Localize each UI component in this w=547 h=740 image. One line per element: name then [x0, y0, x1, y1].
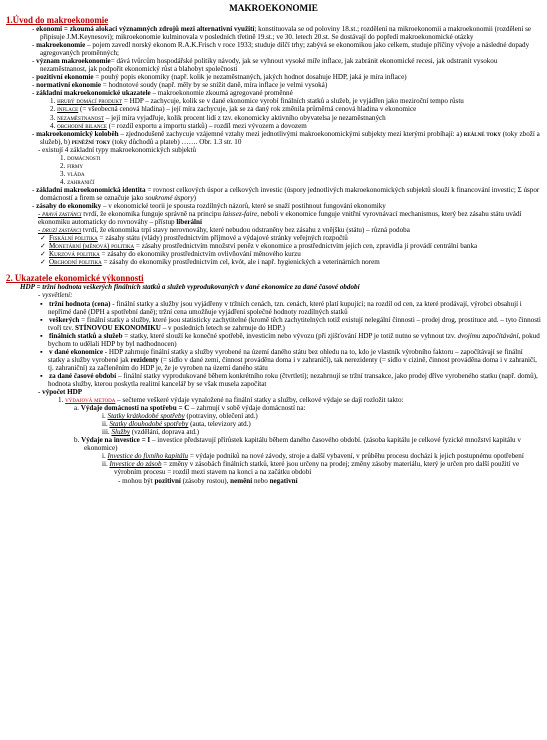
- indicator-item: 4. obchodní bilance (= rozdíl exportu a importu statků) – rozdíl mezi vývozem a dovozem: [50, 121, 307, 130]
- list-item: - základní makroekonomické ukazatele – makroekonomie zkoumá agregované proměnné: [32, 89, 293, 98]
- checkmark-icon: ✓: [40, 258, 46, 267]
- component-b-item: i. Investice do fixního kapitálu = výdaje podniků na nové závody, stroje a další vybavení, v průběhu procesu dochází k jejich postupnému opotřebení: [102, 452, 524, 461]
- section-1-heading: 1.Úvod do makroekonomie: [6, 15, 109, 25]
- circular-flow-item: - makroekonomický koloběh – zjednodušeně zachycuje vzájemné vztahy mezi jednotlivými makroekonomickými subjekty mezi kterými probíhají: a) reálné toky (toky zboží a služeb), b) peněžní toky (toky důchodů a plateb) ……. Obr. 1.3 str. 10: [32, 129, 540, 146]
- inventory-note: - mohou být pozitivní (zásoby rostou), nemění nebo negativní: [118, 476, 298, 485]
- component-a-item: ii. Statky dlouhodobé spotřeby (auta, televizory atd.): [102, 420, 251, 429]
- section-2-heading: 2. Ukazatele ekonomické výkonnosti: [6, 273, 144, 284]
- policy-item: ✓ Kurzová politika = zásahy do ekonomiky prostřednictvím ovlivňování měnového kurzu: [40, 250, 301, 259]
- subject-item: 3. vláda: [60, 169, 85, 178]
- explanation-point: ▪ veškerých = finální statky a služby, které jsou statisticky zachytitelné (kromě těch zachytitelných totiž existují nelegální činnosti – prodej drog, prostituce atd. – tyto činnosti tvoří tzv. STÍNOVOU EKONOMIKU – v posledních letech se zahrnuje do HDP.): [40, 315, 541, 332]
- indicator-item: 2. inflace (= všeobecná cenová hladina) – její míra zachycuje, jak se za daný rok změnila průměrná cenová hladina v ekonomice: [50, 105, 417, 114]
- circular-flow-note: - existují 4 základní typy makroekonomických subjektů: [38, 145, 196, 154]
- list-item: - pozitivní ekonomie = pouhý popis ekonomiky (např. kolik je nezaměstnaných, jakých hodnot dosahuje HDP, jaká je míra inflace): [32, 73, 407, 82]
- subject-item: 2. firmy: [60, 161, 83, 170]
- calculation-heading: - výpočet HDP: [38, 388, 83, 397]
- interventions-item: - zásahy do ekonomiky – v ekonomické teorii je spousta rozdílných názorů, které se snaží postihnout fungování ekonomiky: [32, 202, 386, 211]
- policy-item: ✓ Fiskální politika = zásahy státu (vlády) prostřednictvím příjmové a výdajové stránky veřejných rozpočtů: [40, 234, 348, 243]
- right-wing-view: - pravá zastánci tvrdí, že ekonomika funguje správně na principu laissez-faire, neboli v ekonomice funguje vnitřní vyrovnávací mechanismus, který bez zásahu státu uvádí ekonomiku automaticky do rovnováhy – přístup liberální: [38, 210, 522, 227]
- list-item: - makroekonomie – pojem zavedl norský ekonom R.A.K.Frisch v roce 1933; studuje dílčí trhy; zabývá se ekonomikou jako celkem, studuje příčiny vývoje a následné dopady agregovaných proměnných;: [32, 41, 530, 58]
- list-item: - normativní ekonomie = hodnotové soudy (např. měly by se snížit daně, míra inflace je velmi vysoká): [32, 81, 328, 90]
- component-b: b. Výdaje na investice = I – investice představují přírůstek kapitálu během daného časového období. (zásoba kapitálu je celkové fyzické množství kapitálu v ekonomice): [74, 436, 521, 453]
- left-wing-view: - druzí zastánci tvrdí, že ekonomika trpí stavy nerovnováhy, které nebudou odstraněny bez zásahu z vnějšku (státu) – různá podoba: [38, 226, 410, 235]
- hdp-definition: HDP = tržní hodnota veškerých finálních statků a služeb vyprodukovaných v dané ekonomice za dané časové období: [20, 283, 360, 292]
- explanation-point: ▪ v dané ekonomice - HDP zahrnuje finální statky a služby vyrobené na území daného státu bez ohledu na to, kdo je vlastník výrobního faktoru – započítávají se finální statky a služby vyrobené jak rezidenty (= sídlo v dané zemi, činnost prováděna doma i v zahraničí), tak nerezidenty (= sídlo v cizině, činnost prováděna doma i v zahraničí, tj. zahraniční) za začleněním do HDP je, že je vyroben na území daného státu: [40, 347, 537, 372]
- page-title: MAKROEKONOMIE: [229, 3, 318, 13]
- expenditure-method: 1. výdajová metoda – sečteme veškeré výdaje vynaložené na finální statky a služby, celkové výdaje se dají rozložit takto:: [58, 396, 404, 405]
- indicator-item: 3. nezaměstnanost – její míra vyjadřuje, kolik procent lidí z tzv. ekonomicky aktivního obyvatelsa je nezaměstnaných: [50, 113, 386, 122]
- subject-item: 1. domácnosti: [60, 153, 101, 162]
- subject-item: 4. zahraničí: [60, 177, 95, 186]
- list-item: - význam makroekonomie= dává tvůrcům hospodářské politiky návody, jak se vyhnout vysoké míře inflace, jak zabránit ekonomické recesi, jak odstranit vysokou nezaměstnanost, jak podpořit ekonomický růst a blahobyt společnosti: [32, 57, 498, 74]
- component-a-item: i. Statky krátkodobé spotřeby (potraviny, oblečení atd.): [102, 412, 258, 421]
- checkmark-icon: ✓: [40, 242, 46, 251]
- explanation-point: ▪ za dané časové období – finální statky vyprodukované během konkrétního roku (čtvrtletí); nezahrnují se tržní transakce, jako prodej dříve vyrobeného statku (např. domů), hodnota služby, kterou poskytla realitní kancelář by se však musela započítat: [40, 371, 538, 388]
- component-b-item: ii. Investice do zásob = změny v zásobách finálních statků, které jsou určeny na prodej; změny zásoby materiálu, který je určen pro další použití ve výrobním procesu = rozdíl mezi stavem na konci a na začátku období: [102, 460, 520, 477]
- checkmark-icon: ✓: [40, 234, 46, 243]
- explanation-label: - vysvětlení:: [38, 291, 73, 300]
- list-item: - ekonomi = zkoumá alokaci významných zdrojů mezi alternativní využití; konstituovala se od poloviny 18.st.; rozdělení na mikroekonomii a makroekonomii (rozdělení se připisuje J.M.Keynesovi); mikroekonomie kulminovala v posledních třetině 19.st.; ve 30. letech 20.st. Se dostávají do popředí makroekonomické otázky: [32, 25, 532, 42]
- explanation-point: ▪ finálních statků a služeb = statky, které slouží ke konečné spotřebě, investicím nebo vývozu (při zjišťování HDP je totiž nutno se vyhnout tzv. dvojímu započítávání, pokud bychom to udělali HDP by byl nadhodnocen): [40, 331, 540, 348]
- component-a-item: iii. Služby (vzdělání, doprava atd.): [102, 428, 200, 437]
- policy-item: ✓ Monetární (měnová) politika = zásahy prostřednictvím množství peněz v ekonomice a prostřednictvím jejich cen, zpravidla ji provádí centrální banka: [40, 242, 478, 251]
- component-a: a. Výdaje domácností na spotřebu = C – zahrnují v sobě výdaje domácností na:: [74, 404, 306, 413]
- identity-item: - základní makroekonomická identita = rovnost celkových úspor a celkových investic (úspory jednotlivých makroekonomických subjektů slouží k financování investic; Σ úspor domácností a firem se označuje jako soukromé úspory): [32, 185, 540, 202]
- indicator-item: 1. hrubý domácí produkt = HDP – zachycuje, kolik se v dané ekonomice vyrobí finálních statků a služeb, je vyjádřen jako meziroční tempo růstu: [50, 97, 464, 106]
- policy-item: ✓ Obchodní politika = zásahy do ekonomiky prostřednictvím cel, kvót, ale i např. hygienických a veterinárních norem: [40, 258, 380, 267]
- checkmark-icon: ✓: [40, 250, 46, 259]
- explanation-point: ▪ tržní hodnota (cena) - finální statky a služby jsou vyjádřeny v tržních cenách, tzn. cenách, které platí kupující; na rozdíl od cen, za které prodávají, výrobci obsahují i nepřímé daně (DPH a spotřební daně); tržní cena umožňuje vyjádření společné hodnoty rozdílných statků: [40, 299, 522, 316]
